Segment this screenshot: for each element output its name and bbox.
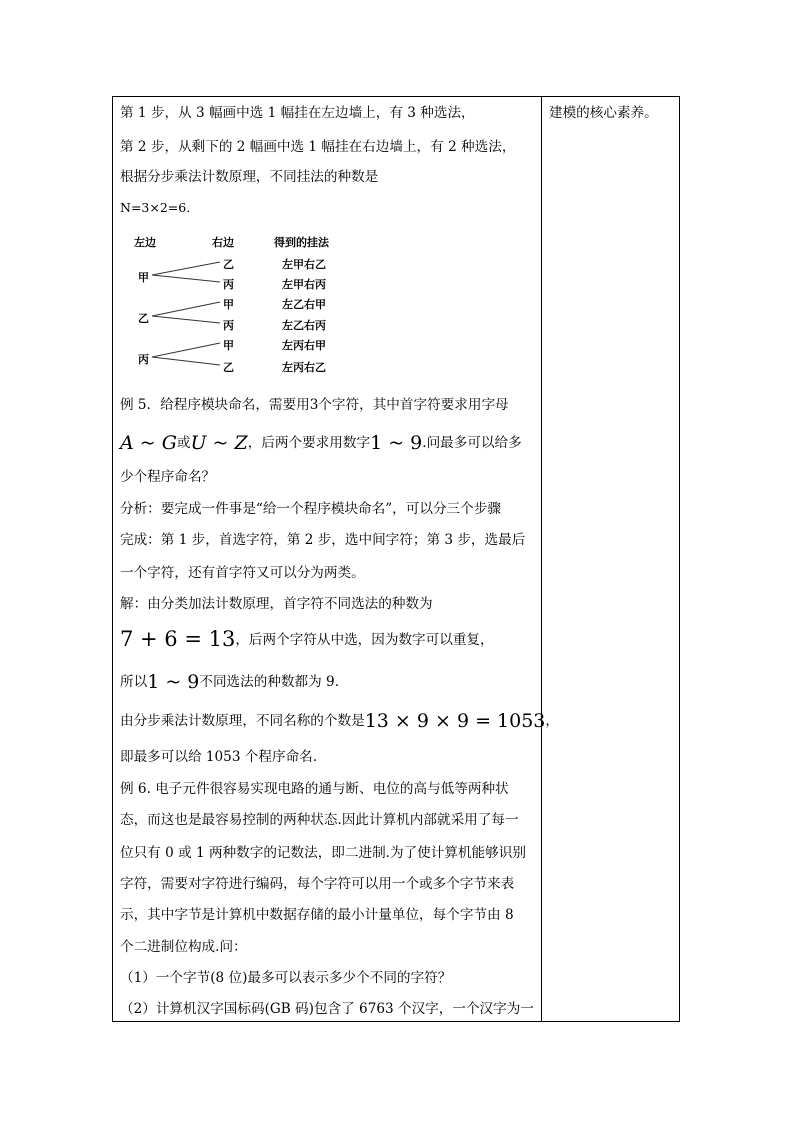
math-u-z: U ~ Z [190,432,248,454]
branch-node: 甲 [223,298,234,311]
math-1-9-b: 1 ~ 9 [147,671,200,693]
question-2: （2）计算机汉字国标码(GB 码)包含了 6763 个汉字，一个汉字为一 [120,1001,534,1017]
column-divider [541,97,542,1021]
question-1: （1）一个字节(8 位)最多可以表示多少个不同的字符？ [120,970,452,986]
example-6-line-4: 字符，需要对字符进行编码，每个字符可以用一个或多个字节来表 [120,876,515,892]
branch-node: 乙 [223,361,234,374]
result-label: 左丙右甲 [282,339,326,352]
header-left: 左边 [134,236,156,249]
solution-line-3-text: 不同选法的种数都为 9. [199,674,340,690]
solution-line-3 [120,669,339,695]
result-label: 左乙右甲 [282,298,326,311]
branch-node: 丙 [223,319,234,332]
formula-text: N=3×2=6. [120,200,191,215]
example-5-line-2 [120,430,522,456]
branch-node: 甲 [223,339,234,352]
root-node: 丙 [138,353,149,366]
principle-text: 根据分步乘法计数原理，不同挂法的种数是 [120,169,379,185]
notes-text: 建模的核心素养。 [549,105,658,121]
branch-node: 丙 [223,278,234,291]
analysis-line-1: 分析：要完成一件事是“给一个程序模块命名”，可以分三个步骤 [120,501,501,517]
result-label: 左甲右乙 [282,258,326,271]
example-6-line-1: 例 6. 电子元件很容易实现电路的通与断、电位的高与低等两种状 [120,781,509,797]
example-5-title: 例 5．给程序模块命名，需要用3个字符，其中首字符要求用字母 [120,397,509,413]
solution-line-2 [120,625,494,654]
tree-lines [132,232,372,382]
header-right: 右边 [212,236,234,249]
root-node: 乙 [138,312,149,325]
tree-diagram [132,232,372,382]
solution-line-5: 即最多可以给 1053 个程序命名. [120,749,318,765]
example-6-line-2: 态，而这也是最容易控制的两种状态.因此计算机内部就采用了每一 [120,812,519,828]
step-1-text: 第 1 步，从 3 幅画中选 1 幅挂在左边墙上，有 3 种选法， [120,105,475,121]
example-6-line-3: 位只有 0 或 1 两种数字的记数法，即二进制.为了使计算机能够识别 [120,845,526,861]
result-label: 左乙右丙 [282,319,326,332]
solution-line-4 [120,708,559,734]
math-7-6-13: 7 + 6 = 13 [120,627,236,651]
header-result: 得到的挂法 [274,236,329,249]
analysis-line-2: 完成：第 1 步，首选字符，第 2 步，选中间字符；第 3 步，选最后 [120,532,526,548]
step-2-text: 第 2 步，从剩下的 2 幅画中选 1 幅挂在右边墙上，有 2 种选法， [120,139,516,155]
example-6-line-5: 示，其中字节是计算机中数据存储的最小计量单位，每个字节由 8 [120,907,514,923]
solution-line-4-text: 由分步乘法计数原理，不同名称的个数是 [120,713,365,729]
or-text: 或 [176,435,191,451]
branch-node: 乙 [223,258,234,271]
comma-text: ， [545,713,559,729]
analysis-line-3: 一个字符，还有首字符又可以分为两类。 [120,565,365,581]
math-13-9-9: 13 × 9 × 9 = 1053 [364,710,546,732]
example-5-end-text: .问最多可以给多 [422,435,522,451]
solution-line-1: 解：由分类加法计数原理，首字符不同选法的种数为 [120,596,433,612]
so-text: 所以 [120,674,148,690]
example-5-mid-text: ，后两个要求用数字 [247,435,371,451]
solution-line-2-text: ，后两个字符从中选，因为数字可以重复， [235,632,494,648]
math-1-9: 1 ~ 9 [370,432,423,454]
example-5-line-3: 少个程序命名？ [120,469,216,485]
root-node: 甲 [138,271,149,284]
result-label: 左丙右乙 [282,361,326,374]
math-a-g: A ~ G [120,432,177,454]
lesson-table [112,96,680,1022]
result-label: 左甲右丙 [282,278,326,291]
example-6-line-6: 个二进制位构成.问： [120,939,247,955]
